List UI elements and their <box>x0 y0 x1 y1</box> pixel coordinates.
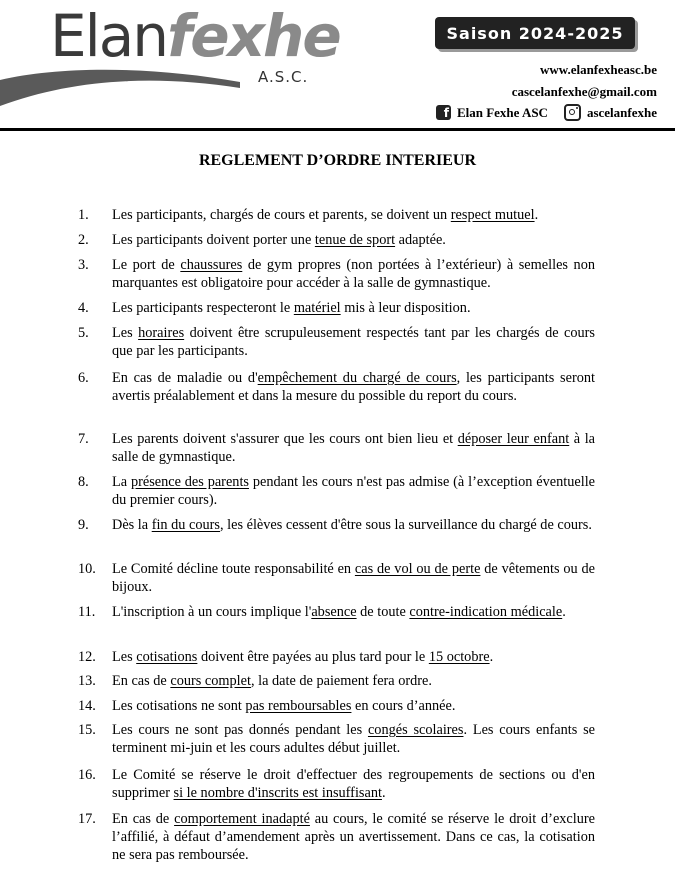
rule-text: . Les cours enfants se terminent mi-juin et les cours adultes début juillet. <box>112 722 596 756</box>
rule-number: 10. <box>78 561 96 577</box>
rule-number: 3. <box>78 257 89 273</box>
rule-text: doivent être scrupuleusement respectés tant par les chargés de cours que par les participants. <box>112 325 595 359</box>
rule-text: Les cotisations ne sont <box>112 698 246 714</box>
rule-number: 17. <box>78 811 96 827</box>
rule-number: 14. <box>78 698 96 714</box>
rule-text: Les <box>112 649 137 665</box>
club-logo <box>0 0 340 112</box>
rule-item <box>78 603 595 621</box>
rule-text: en cours d’année. <box>351 698 456 714</box>
rule-text: adaptée. <box>395 232 446 248</box>
rule-text: doivent être payées au plus tard pour le <box>197 649 429 665</box>
rule-text: Le Comité se réserve le droit d'effectuer des regroupements de sections ou d'en supprimer <box>112 767 595 801</box>
rule-number: 16. <box>78 767 96 783</box>
rule-emphasis: matériel <box>293 300 341 316</box>
document-title: REGLEMENT D’ORDRE INTERIEUR <box>198 152 477 169</box>
rule-emphasis: cas de vol ou de perte <box>354 561 481 577</box>
rule-emphasis: fin du cours <box>151 517 220 533</box>
rule-number: 1. <box>78 207 89 223</box>
rule-text: La <box>112 474 131 490</box>
rule-emphasis: contre-indication médicale <box>409 604 563 620</box>
rule-text: Les parents doivent s'assurer que les cours ont bien lieu et <box>112 431 458 447</box>
rule-number: 11. <box>78 604 96 620</box>
rule-item <box>78 231 595 249</box>
rule-number: 6. <box>78 370 89 386</box>
rule-item <box>78 766 595 802</box>
rule-text: Les participants doivent porter une <box>112 232 315 248</box>
rule-item <box>78 430 596 466</box>
rule-emphasis: absence <box>311 604 357 620</box>
rule-text: L'inscription à un cours implique l' <box>112 604 312 620</box>
logo-suffix: A.S.C. <box>258 68 309 86</box>
rule-item <box>78 256 595 292</box>
rule-item <box>78 560 595 596</box>
rule-emphasis: 15 octobre <box>428 649 490 665</box>
rule-text: . <box>534 207 539 223</box>
rule-text: . <box>489 649 494 665</box>
rule-item <box>78 299 595 317</box>
rule-item <box>78 516 595 534</box>
rule-text: . <box>381 785 386 801</box>
logo-word-fexhe: fexhe <box>167 2 340 70</box>
instagram-icon <box>564 104 581 121</box>
rule-item <box>78 648 595 666</box>
facebook-handle[interactable]: Elan Fexhe ASC <box>456 104 548 120</box>
website-link[interactable]: www.elanfexheasc.be <box>540 62 657 77</box>
rule-text: Les <box>112 325 139 341</box>
logo-word-elan: Elan <box>50 2 168 70</box>
rule-item <box>78 810 596 864</box>
rule-text: Les participants respecteront le <box>112 300 294 316</box>
rule-text: , les élèves cessent d'être sous la surveillance du chargé de cours. <box>220 517 592 533</box>
rule-number: 2. <box>78 232 89 248</box>
rule-number: 15. <box>78 722 96 738</box>
rule-emphasis: pas remboursables <box>245 698 352 714</box>
rule-item <box>78 206 595 224</box>
rule-text: Les participants, chargés de cours et parents, se doivent un <box>112 207 451 223</box>
rule-emphasis: empêchement du chargé de cours <box>257 370 457 386</box>
rule-text: En cas de <box>112 811 175 827</box>
rule-item <box>78 324 595 360</box>
rule-item <box>78 369 595 405</box>
rule-item <box>78 473 596 509</box>
rule-emphasis: cours complet <box>170 673 251 689</box>
rule-number: 12. <box>78 649 96 665</box>
rule-text: mis à leur disposition. <box>340 300 471 316</box>
rule-emphasis: congés scolaires <box>367 722 464 738</box>
rule-emphasis: cotisations <box>136 649 198 665</box>
season-badge: Saison 2024-2025 <box>435 17 635 49</box>
rule-item <box>78 672 595 690</box>
rule-text: . <box>562 604 566 620</box>
rule-text: Le port de <box>112 257 181 273</box>
social-links <box>436 104 657 121</box>
rule-emphasis: déposer leur enfant <box>457 431 570 447</box>
rule-text: de vêtements ou de bijoux. <box>112 561 595 595</box>
rule-emphasis: chaussures <box>180 257 243 273</box>
rule-text: de toute <box>356 604 410 620</box>
rule-text: de gym propres (non portées à l’extérieur) à semelles non marquantes est obligatoire pour accéder à la salle de gymnastique. <box>112 257 595 291</box>
logo-wordmark <box>50 0 340 72</box>
email-link[interactable]: cascelanfexhe@gmail.com <box>511 84 657 99</box>
rule-emphasis: si le nombre d'inscrits est insuffisant <box>173 785 382 801</box>
rule-text: au cours, le comité se réserve le droit d’exclure l’affilié, à défaut d’amendement après un avertissement. Dans ce cas, la cotisation ne sera pas remboursée. <box>112 811 596 863</box>
rule-text: à la salle de gymnastique. <box>112 431 596 465</box>
rule-number: 7. <box>78 431 89 447</box>
rule-emphasis: tenue de sport <box>314 232 396 248</box>
rule-text: En cas de <box>112 673 171 689</box>
rule-text: , les participants seront avertis préalablement et dans la mesure du possible du report du cours. <box>112 370 595 404</box>
facebook-icon: f <box>436 105 451 120</box>
rule-number: 8. <box>78 474 89 490</box>
header-divider <box>0 128 675 131</box>
rule-emphasis: présence des parents <box>130 474 249 490</box>
rule-text: pendant les cours n'est pas admise (à l’exception éventuelle du premier cours). <box>112 474 596 508</box>
rule-text: , la date de paiement fera ordre. <box>250 673 432 689</box>
rule-item <box>78 721 596 757</box>
rule-emphasis: comportement inadapté <box>174 811 310 827</box>
rule-number: 9. <box>78 517 89 533</box>
rule-number: 5. <box>78 325 89 341</box>
rule-item <box>78 697 595 715</box>
rule-text: Le Comité décline toute responsabilité en <box>112 561 355 577</box>
rule-text: En cas de maladie ou d' <box>112 370 258 386</box>
rule-number: 13. <box>78 673 96 689</box>
rule-emphasis: horaires <box>138 325 185 341</box>
rule-emphasis: respect mutuel <box>450 207 535 223</box>
rule-number: 4. <box>78 300 89 316</box>
rule-text: Dès la <box>112 517 152 533</box>
instagram-handle[interactable]: ascelanfexhe <box>586 104 657 120</box>
rule-text: Les cours ne sont pas donnés pendant les <box>112 722 368 738</box>
